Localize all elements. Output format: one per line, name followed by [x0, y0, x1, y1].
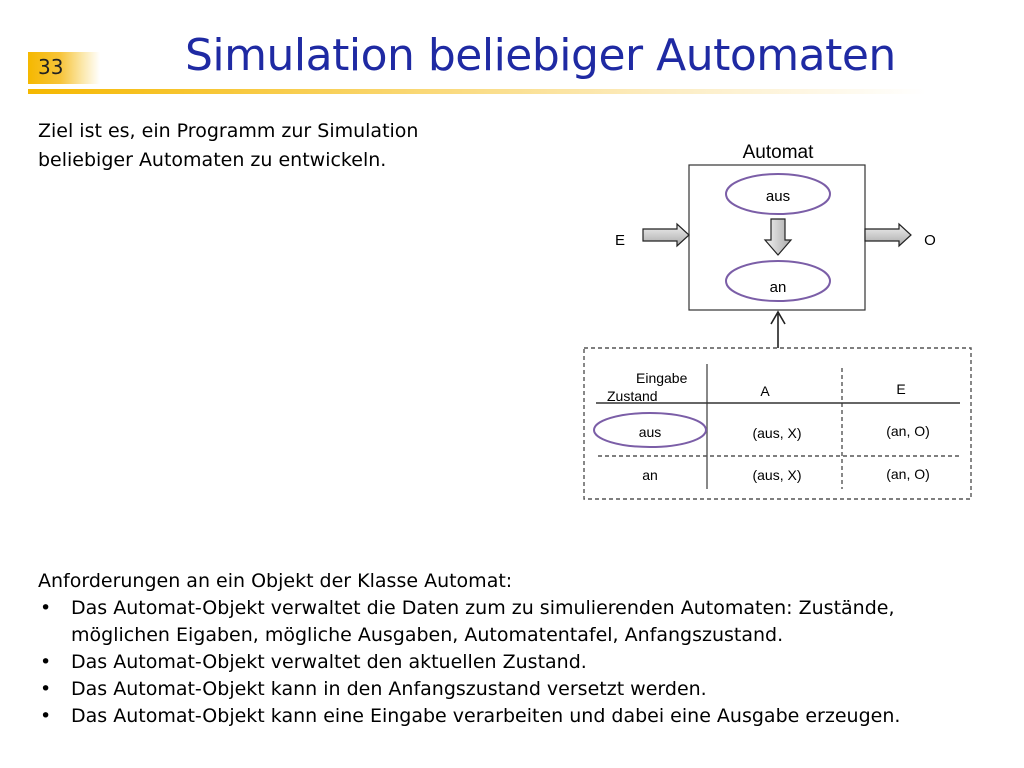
table-column-e: E: [896, 381, 906, 397]
table-row-1-cell-a: (aus, X): [752, 425, 802, 441]
table-row-1-state: aus: [638, 424, 662, 440]
slide-title: Simulation beliebiger Automaten: [185, 30, 896, 81]
output-arrow-icon: [865, 224, 911, 246]
requirement-item: • Das Automat-Objekt kann in den Anfangszustand versetzt werden.: [38, 676, 998, 703]
page-number: 33: [38, 55, 64, 79]
automat-label: Automat: [742, 142, 814, 163]
requirement-item: • Das Automat-Objekt verwaltet die Daten zum zu simulierenden Automaten: Zustände, möglichen Eigaben, mögliche Ausgaben, Automatentafel, Anfangszustand.: [38, 595, 998, 649]
table-header-state: Zustand: [607, 388, 658, 404]
requirements-section: [38, 568, 998, 730]
requirements-list: [38, 595, 998, 730]
output-label: O: [924, 232, 936, 249]
requirement-item: • Das Automat-Objekt verwaltet den aktuellen Zustand.: [38, 649, 998, 676]
input-label: E: [614, 232, 626, 249]
table-row-1-cell-e: (an, O): [886, 423, 930, 439]
table-header-input: Eingabe: [636, 370, 688, 386]
table-row-2-state: an: [642, 467, 658, 483]
input-arrow-icon: [643, 224, 689, 246]
state-aus-label: aus: [765, 188, 791, 205]
table-row-2-cell-e: (an, O): [886, 466, 930, 482]
requirement-item: • Das Automat-Objekt kann eine Eingabe verarbeiten und dabei eine Ausgabe erzeugen.: [38, 703, 998, 730]
intro-text: Ziel ist es, ein Programm zur Simulation beliebiger Automaten zu entwickeln.: [38, 120, 419, 171]
requirements-heading: Anforderungen an ein Objekt der Klasse Automat:: [38, 570, 513, 592]
table-row-2-cell-a: (aus, X): [752, 467, 802, 483]
state-an-label: an: [769, 279, 787, 296]
table-column-a: A: [760, 383, 770, 399]
